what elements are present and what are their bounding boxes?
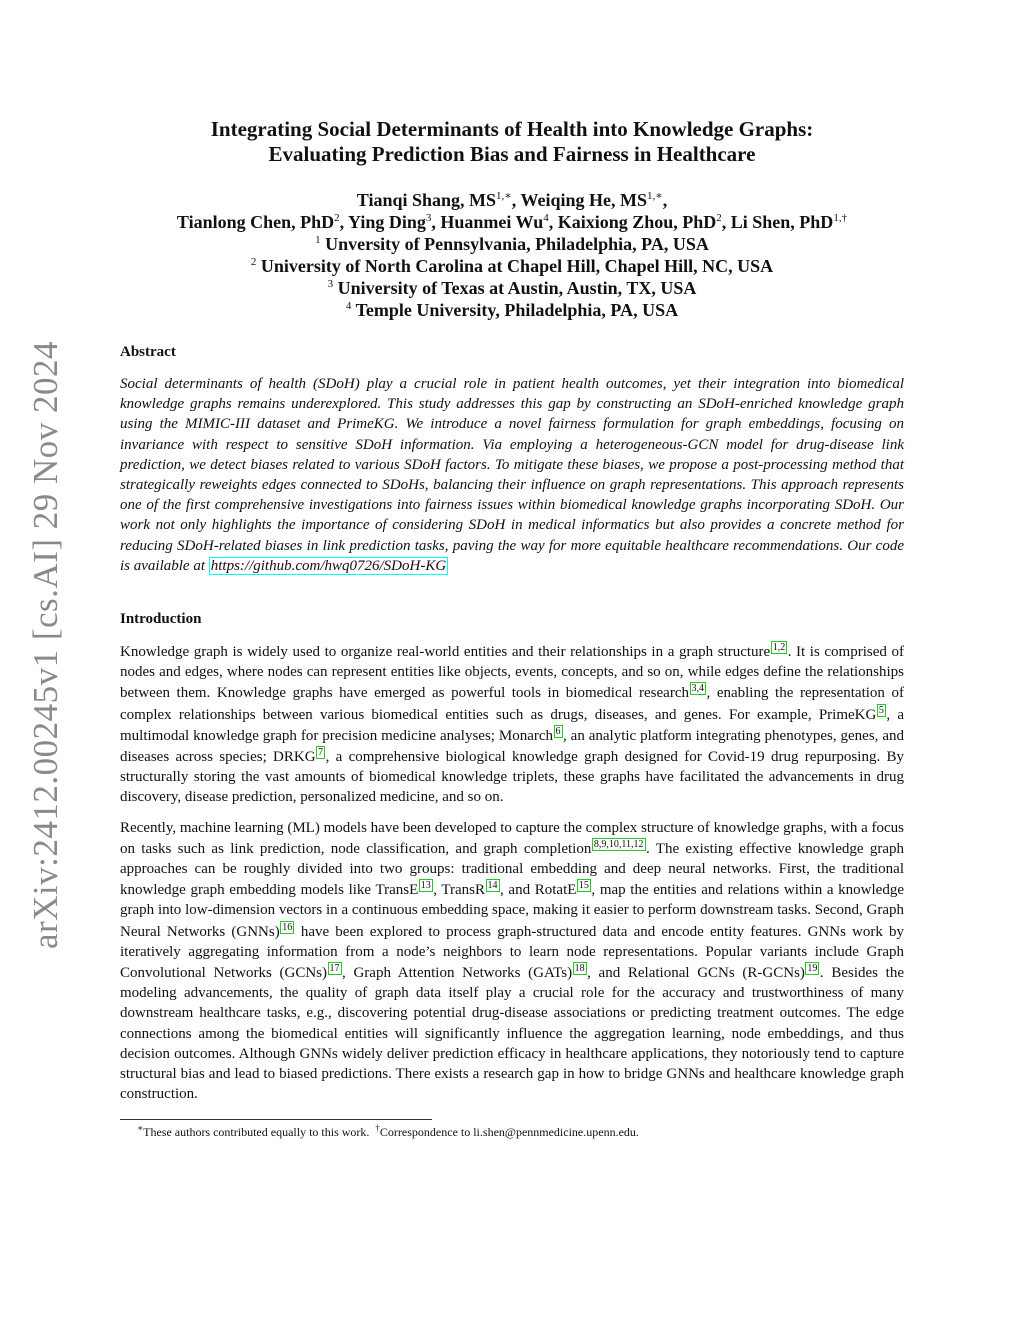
introduction-paragraph-2	[120, 818, 904, 1105]
citation-link[interactable]: 13	[420, 880, 431, 892]
author-name: Ying Ding	[347, 212, 426, 232]
author-line-2	[120, 211, 904, 233]
author-name: Weiqing He, MS	[520, 190, 647, 210]
affiliation-text: University of Texas at Austin, Austin, TX, USA	[337, 278, 697, 298]
author-name: Li Shen, PhD	[730, 212, 834, 232]
paragraph-text: , enabling the representation of complex relationships between various biomedical entities such as drugs, diseases, and genes. For example, PrimeKG	[120, 685, 904, 723]
title-line-2: Evaluating Prediction Bias and Fairness in Healthcare	[268, 142, 756, 166]
affiliation-number: 1	[315, 234, 321, 246]
paragraph-text: , TransR	[433, 882, 486, 899]
footnote	[137, 1124, 639, 1140]
abstract-section	[120, 344, 904, 576]
author-separator: ,	[662, 190, 668, 210]
citation-link[interactable]: 15	[578, 880, 589, 892]
affiliation-text: University of North Carolina at Chapel Hill, Chapel Hill, NC, USA	[260, 256, 774, 276]
introduction-heading: Introduction	[120, 611, 202, 627]
introduction-section	[120, 611, 904, 1114]
author-separator: ,	[511, 190, 521, 210]
citation-link[interactable]: 18	[574, 963, 585, 975]
affiliation-number: 2	[250, 256, 257, 268]
affiliation-text: Unversity of Pennsylvania, Philadelphia, PA, USA	[325, 234, 709, 254]
paragraph-text: Knowledge graph is widely used to organize real-world entities and their relationships in a graph structure	[120, 644, 771, 660]
paragraph-text: . The existing effective knowledge graph approaches can be roughly divided into two groups: traditional embedding and deep neural networks. First, the traditional knowledge graph embedding models like TransE	[120, 840, 905, 899]
author-name: Huanmei Wu	[440, 212, 544, 232]
arxiv-stamp: arXiv:2412.00245v1 [cs.AI] 29 Nov 2024	[26, 340, 65, 950]
citation-link[interactable]: 7	[318, 747, 324, 759]
author-separator: ,	[548, 212, 558, 232]
author-affiliation-mark: 1,∗	[496, 190, 512, 202]
author-name: Kaixiong Zhou, PhD	[557, 212, 717, 232]
citation-link[interactable]: 3,4	[691, 683, 704, 695]
citation-link[interactable]: 14	[487, 880, 498, 892]
author-line-1	[120, 189, 904, 211]
author-separator: ,	[431, 212, 441, 232]
footnote-text: These authors contributed equally to this work.	[143, 1125, 370, 1139]
paragraph-text: Recently, machine learning (ML) models have been developed to capture the complex structure of knowledge graphs, with a focus on tasks such as link prediction, node classification, and graph completion	[120, 819, 904, 857]
author-affiliation-mark: 1,†	[833, 212, 848, 224]
footnote-divider	[120, 1119, 432, 1120]
author-affiliation-mark: 2	[716, 212, 722, 224]
paragraph-text: , an analytic platform integrating phenotypes, genes, and diseases across species; DRKG	[120, 727, 904, 766]
affiliation-number: 3	[327, 278, 334, 290]
footnote-mark: ∗	[137, 1123, 144, 1133]
citation-link[interactable]: 6	[555, 725, 561, 737]
paragraph-text: . Besides the modeling advancements, the quality of graph data itself play a crucial role for the accuracy and trustworthiness of many downstream healthcare tasks, e.g., discovering potential drug-disease associations or predicting treatment outcomes. The edge connections among the biomedical entities will significantly influence the aggregation learning, node embeddings, and thus decision outcomes. Although GNNs widely deliver prediction efficacy in healthcare applications, they notoriously tend to capture structural bias and lead to biased predictions. There exists a research gap in how to bridge GNNs and healthcare knowledge graph construction.	[120, 965, 905, 1103]
citation-link[interactable]: 19	[807, 963, 818, 975]
paragraph-text: , a multimodal knowledge graph for precision medicine analyses; Monarch	[120, 706, 904, 744]
author-affiliation-mark: 1,∗	[646, 190, 663, 202]
affiliation-line	[120, 299, 904, 321]
paragraph-text: have been explored to process graph-structured data and encode entity features. GNNs work by iteratively aggregating information from a node’s neighbors to learn node representations. Popular variants include Graph Convolutional Networks (GCNs)	[120, 923, 904, 982]
paragraph-text: , map the entities and relations within a knowledge graph into low-dimension vectors in a continuous embedding space, making it easier to perform downstream tasks. Second, Graph Neural Networks (GNNs)	[120, 882, 904, 940]
citation-link[interactable]: 1,2	[772, 642, 786, 653]
author-separator: ,	[721, 212, 731, 232]
citation-link[interactable]: 17	[329, 963, 340, 975]
paragraph-text: , and RotatE	[500, 882, 577, 899]
paragraph-text: , a comprehensive biological knowledge graph designed for Covid-19 drug repurposing. By structurally storing the vast amounts of biomedical knowledge triplets, these graphs have facilitated the advancements in drug discovery, disease prediction, personalized medicine, and so on.	[120, 749, 905, 806]
author-affiliation-mark: 4	[543, 212, 549, 224]
author-name: Tianlong Chen, PhD	[176, 212, 335, 232]
paragraph-text: . It is comprised of nodes and edges, where nodes can represent entities like objects, events, concepts, and so on, while edges define the relationships between them. Knowledge graphs have emerged as powerful tools in biomedical research	[120, 644, 904, 702]
author-separator: ,	[339, 212, 348, 232]
title-line-1: Integrating Social Determinants of Health into Knowledge Graphs:	[210, 117, 814, 141]
paragraph-text: , and Relational GCNs (R-GCNs)	[587, 965, 805, 982]
author-name: Tianqi Shang, MS	[356, 190, 497, 210]
code-repository-link[interactable]: https://github.com/hwq0726/SDoH-KG	[210, 557, 447, 574]
abstract-heading: Abstract	[120, 344, 176, 360]
affiliation-line	[120, 255, 904, 277]
citation-link[interactable]: 16	[282, 921, 293, 933]
introduction-paragraph-1	[120, 641, 904, 808]
paragraph-text: , Graph Attention Networks (GATs)	[342, 965, 573, 982]
author-block	[120, 189, 904, 321]
affiliation-line	[120, 233, 904, 255]
affiliation-line	[120, 277, 904, 299]
author-affiliation-mark: 3	[425, 212, 432, 224]
affiliation-number: 4	[345, 300, 352, 312]
author-affiliation-mark: 2	[334, 212, 340, 224]
citation-link[interactable]: 5	[878, 704, 884, 716]
footnote-mark: †	[375, 1123, 380, 1133]
abstract-text: Social determinants of health (SDoH) play a crucial role in patient health outcomes, yet their integration into biomedical knowledge graphs remains underexplored. This study addresses this gap by constructing an SDoH-enriched knowledge graph using the MIMIC-III dataset and PrimeKG. We introduce a novel fairness formulation for graph embeddings, focusing on invariance with respect to sensitive SDoH information. Via employing a heterogeneous-GCN model for drug-disease link prediction, we detect biases related to various SDoH factors. To mitigate these biases, we propose a post-processing method that strategically reweights edges connected to SDoHs, balancing their influence on graph representations. This approach represents one of the first comprehensive investigations into fairness issues within biomedical knowledge graphs incorporating SDoH. Our work not only highlights the importance of considering SDoH in medical informatics but also provides a concrete method for reducing SDoH-related biases in link prediction tasks, paving the way for more equitable healthcare recommendations. Our code is available at	[120, 376, 904, 574]
abstract-body	[120, 374, 904, 576]
citation-link[interactable]: 8,9,10,11,12	[593, 838, 644, 850]
footnote-text: Correspondence to li.shen@pennmedicine.upenn.edu.	[379, 1125, 639, 1139]
paper-title	[120, 117, 904, 167]
affiliation-text: Temple University, Philadelphia, PA, USA	[355, 300, 679, 320]
